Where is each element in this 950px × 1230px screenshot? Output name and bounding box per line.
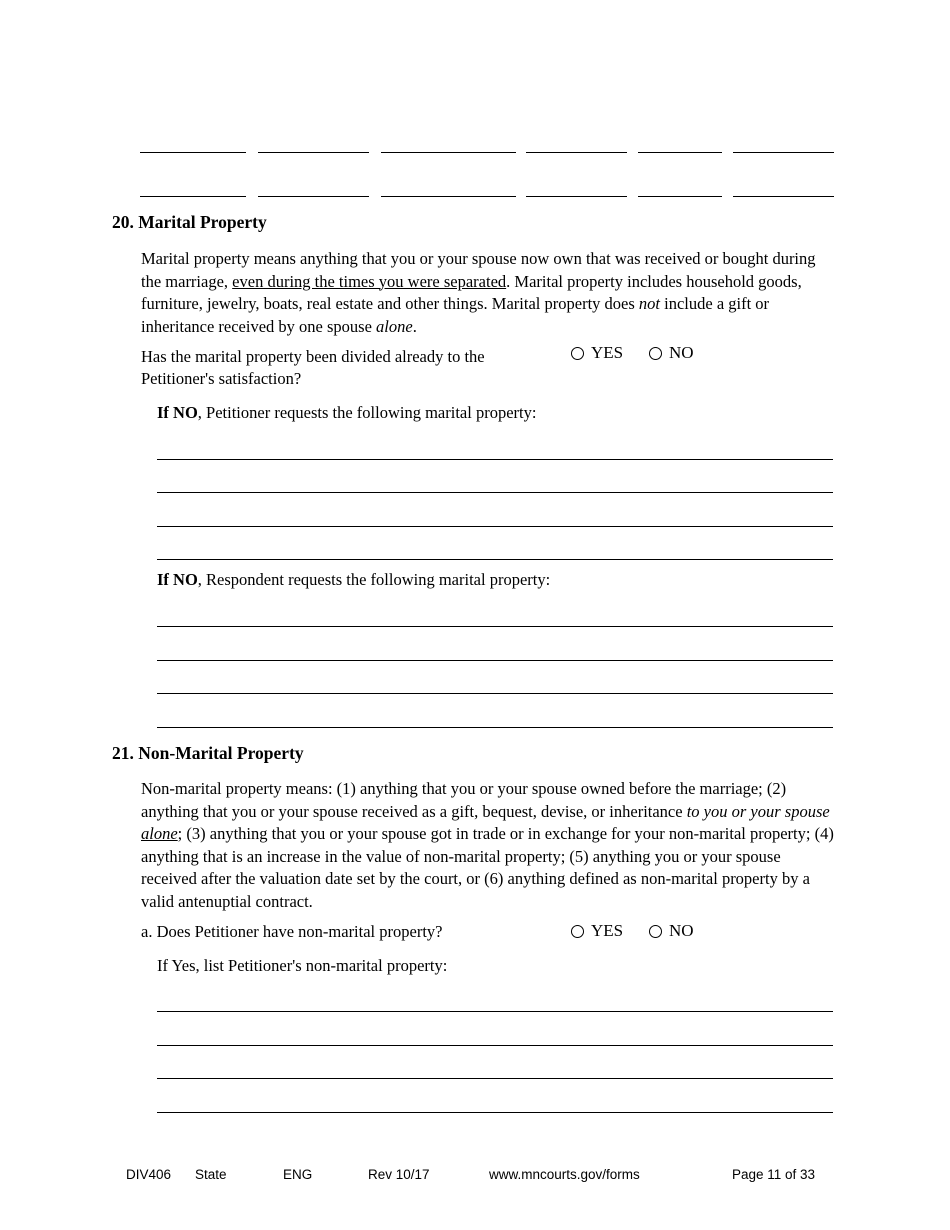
footer-revision: Rev 10/17 bbox=[368, 1167, 430, 1182]
division-question-line1: Has the marital property been divided already to the bbox=[141, 347, 485, 366]
radio-button-icon[interactable] bbox=[571, 925, 584, 938]
petitioner-request-label: If NO, Petitioner requests the following marital property: bbox=[157, 403, 537, 422]
table-cell-line[interactable] bbox=[258, 196, 369, 197]
nonmarital-no-option[interactable]: NO bbox=[649, 921, 694, 941]
respondent-request-line[interactable] bbox=[157, 693, 833, 694]
section-21-paragraph: Non-marital property means: (1) anything that you or your spouse owned before the marriage; (2) anything that you or your spouse received as a gift, bequest, devise, or inheritance to you or your spouse alone; (3) anything that you or your spouse got in trade or in exchange for your non-marital property; (4) anything that is an increase in the value of non-marital property; (5) anything you or your spouse received after the valuation date set by the court, or (6) anything defined as non-marital property by a valid antenuptial contract. bbox=[141, 779, 834, 911]
footer-language: ENG bbox=[283, 1167, 313, 1182]
respondent-request-line[interactable] bbox=[157, 660, 833, 661]
footer-page-number: Page 11 of 33 bbox=[732, 1167, 816, 1182]
respondent-request-label: If NO, Respondent requests the following marital property: bbox=[157, 570, 551, 589]
division-question-line2: Petitioner's satisfaction? bbox=[141, 369, 302, 388]
section-20-heading: 20. Marital Property bbox=[112, 212, 267, 232]
nonmarital-list-line[interactable] bbox=[157, 1078, 833, 1079]
table-cell-line[interactable] bbox=[381, 196, 516, 197]
table-cell-line[interactable] bbox=[526, 152, 627, 153]
petitioner-request-line[interactable] bbox=[157, 559, 833, 560]
table-cell-line[interactable] bbox=[638, 152, 722, 153]
radio-button-icon[interactable] bbox=[649, 925, 662, 938]
nonmarital-list-prompt: If Yes, list Petitioner's non-marital property: bbox=[157, 956, 448, 975]
radio-button-icon[interactable] bbox=[571, 347, 584, 360]
nonmarital-yes-option[interactable]: YES bbox=[571, 921, 623, 941]
table-cell-line[interactable] bbox=[381, 152, 516, 153]
division-yes-option[interactable]: YES bbox=[571, 343, 623, 363]
division-no-option[interactable]: NO bbox=[649, 343, 694, 363]
nonmarital-list-line[interactable] bbox=[157, 1112, 833, 1113]
section-20-paragraph: Marital property means anything that you or your spouse now own that was received or bought during the marriage, even during the times you were separated. Marital property includes household goods, furniture, jewelry, boats, real estate and other things. Marital property does not include a gift or inheritance received by one spouse alone. bbox=[141, 249, 816, 336]
respondent-request-line[interactable] bbox=[157, 727, 833, 728]
table-cell-line[interactable] bbox=[733, 152, 834, 153]
footer-website: www.mncourts.gov/forms bbox=[489, 1167, 640, 1182]
radio-button-icon[interactable] bbox=[649, 347, 662, 360]
table-cell-line[interactable] bbox=[140, 196, 246, 197]
nonmarital-question-a: a. Does Petitioner have non-marital property? bbox=[141, 922, 443, 941]
table-cell-line[interactable] bbox=[638, 196, 722, 197]
section-21-heading: 21. Non-Marital Property bbox=[112, 743, 304, 763]
table-cell-line[interactable] bbox=[733, 196, 834, 197]
petitioner-request-line[interactable] bbox=[157, 459, 833, 460]
table-cell-line[interactable] bbox=[258, 152, 369, 153]
petitioner-request-line[interactable] bbox=[157, 492, 833, 493]
nonmarital-list-line[interactable] bbox=[157, 1011, 833, 1012]
respondent-request-line[interactable] bbox=[157, 626, 833, 627]
nonmarital-list-line[interactable] bbox=[157, 1045, 833, 1046]
table-cell-line[interactable] bbox=[140, 152, 246, 153]
petitioner-request-line[interactable] bbox=[157, 526, 833, 527]
footer-form-id: DIV406 bbox=[126, 1167, 172, 1182]
footer-jurisdiction: State bbox=[195, 1167, 227, 1182]
table-cell-line[interactable] bbox=[526, 196, 627, 197]
